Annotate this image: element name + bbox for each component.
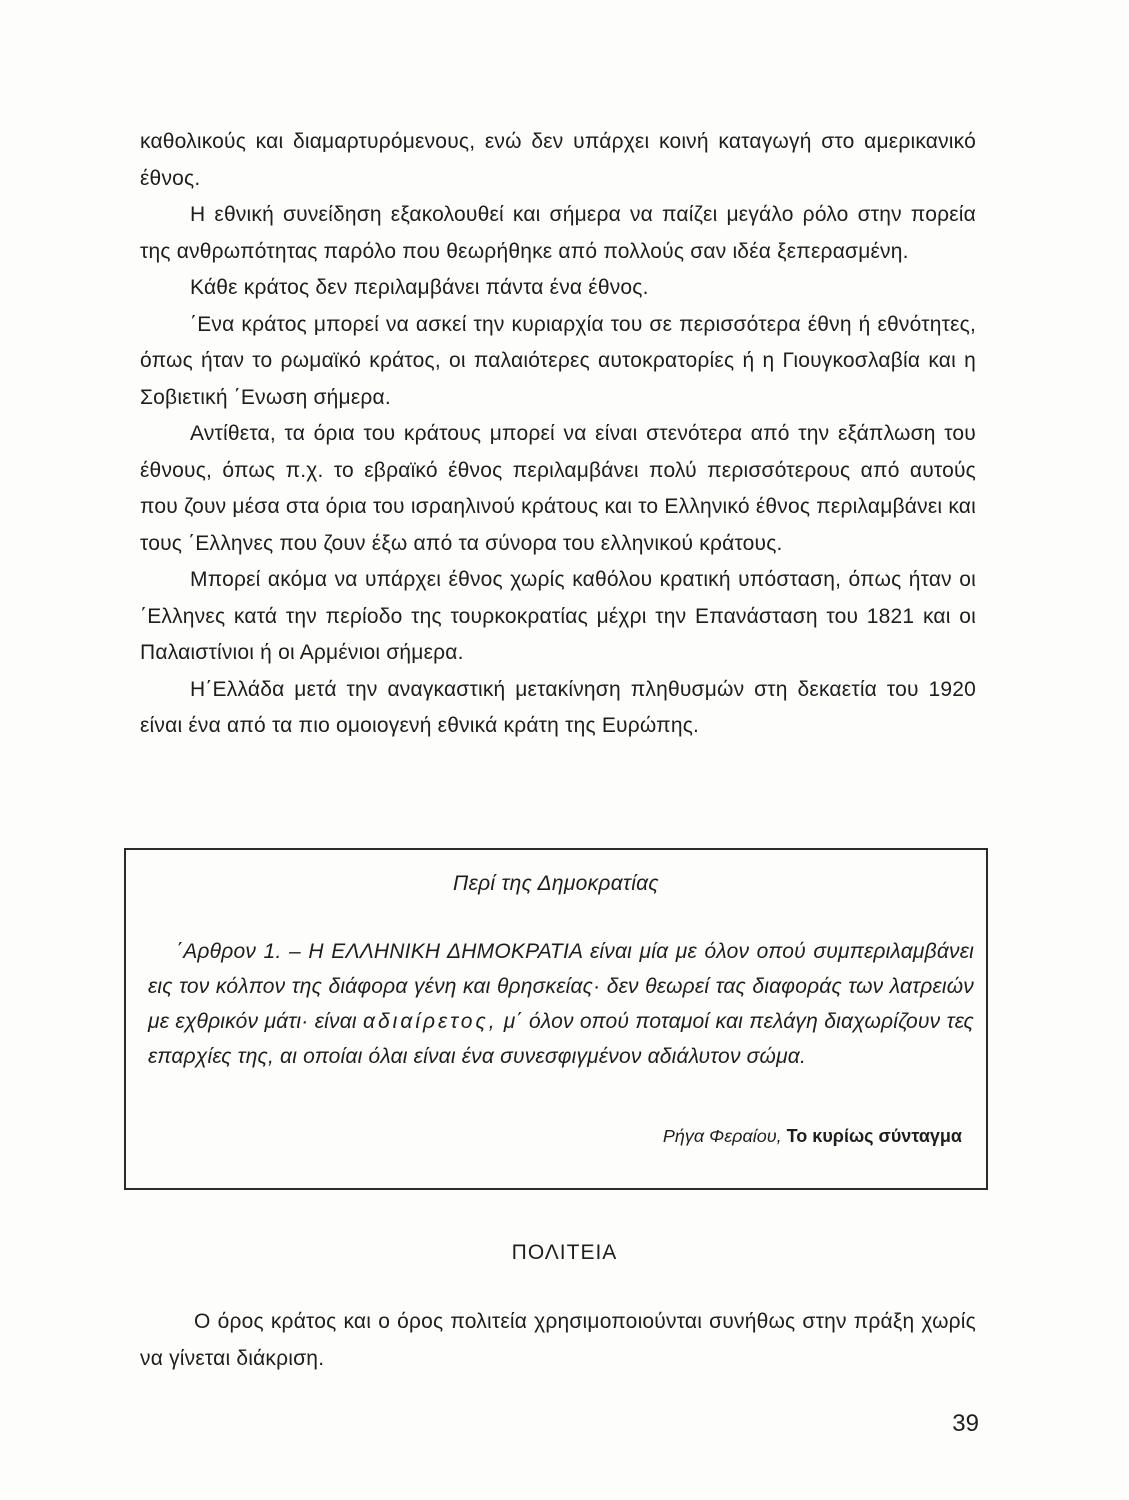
page-number: 39 [952, 1410, 979, 1437]
quote-text-after: μ΄ όλον οπού ποταμοί και πελάγη διαχωρίζουν τες επαρχίες της, αι οποίαι όλαι είναι ένα συνεσφιγμένον αδιάλυτον σώμα. [148, 1010, 974, 1068]
paragraph: καθολικούς και διαμαρτυρόμενους, ενώ δεν υπάρχει κοινή καταγωγή στο αμερικανικό έθνος. [140, 130, 976, 190]
paragraph: Η΄Ελλάδα μετά την αναγκαστική μετακίνηση πληθυσμών στη δεκαετία του 1920 είναι ένα από τα πιο ομοιογενή εθνικά κράτη της Ευρώπης. [140, 677, 976, 737]
quote-text-before: ΄Αρθρον 1. – Η ΕΛΛΗΝΙΚΗ ΔΗΜΟΚΡΑΤΙΑ είναι μία με όλον οπού συμπεριλαμβάνει εις τον κόλπον της διάφορα γένη και θρησκείας· δεν θεωρεί τας διαφοράς των λατρειών με εχθρικόν μάτι· είναι [148, 940, 974, 1033]
quote-text [148, 934, 974, 1074]
paragraph: Αντίθετα, τα όρια του κράτους μπορεί να είναι στενότερα από την εξάπλωση του έθνους, όπως π.χ. το εβραϊκό έθνος περιλαμβάνει πολύ περισσότερους από αυτούς που ζουν μέσα στα όρια του ισραηλινού κράτους και το Ελληνικό έθνος περιλαμβάνει και τους ΄Ελληνες που ζουν έξω από τα σύνορα του ελληνικού κράτους. [140, 422, 976, 555]
body-text [140, 124, 976, 745]
paragraph: Κάθε κράτος δεν περιλαμβάνει πάντα ένα έθνος. [190, 276, 649, 299]
quote-text-spaced: αδιαίρετος, [363, 1010, 498, 1033]
paragraph: Η εθνική συνείδηση εξακολουθεί και σήμερα να παίζει μεγάλο ρόλο στην πορεία της ανθρωπότητας παρόλο που θεωρήθηκε από πολλούς σαν ιδέα ξεπερασμένη. [140, 203, 976, 263]
paragraph: Ο όρος κράτος και ο όρος πολιτεία χρησιμοποιούνται συνήθως στην πράξη χωρίς να γίνεται διάκριση. [140, 1310, 976, 1370]
section-heading: ΠΟΛΙΤΕΙΑ [511, 1241, 618, 1264]
quote-source-work: Το κυρίως σύνταγμα [786, 1126, 962, 1146]
quote-title: Περί της Δημοκρατίας [453, 872, 659, 895]
quote-source [663, 1126, 962, 1147]
quote-box [124, 848, 988, 1190]
paragraph: ΄Ενα κράτος μπορεί να ασκεί την κυριαρχία του σε περισσότερα έθνη ή εθνότητες, όπως ήταν το ρωμαϊκό κράτος, οι παλαιότερες αυτοκρατορίες ή η Γιουγκοσλαβία και η Σοβιετική ΄Ενωση σήμερα. [140, 312, 976, 409]
paragraph: Μπορεί ακόμα να υπάρχει έθνος χωρίς καθόλου κρατική υπόσταση, όπως ήταν οι ΄Ελληνες κατά την περίοδο της τουρκοκρατίας μέχρι την Επανάσταση του 1821 και οι Παλαιστίνιοι ή οι Αρμένιοι σήμερα. [140, 568, 976, 664]
quote-source-author: Ρήγα Φεραίου, [662, 1126, 782, 1146]
section-text [140, 1304, 976, 1377]
